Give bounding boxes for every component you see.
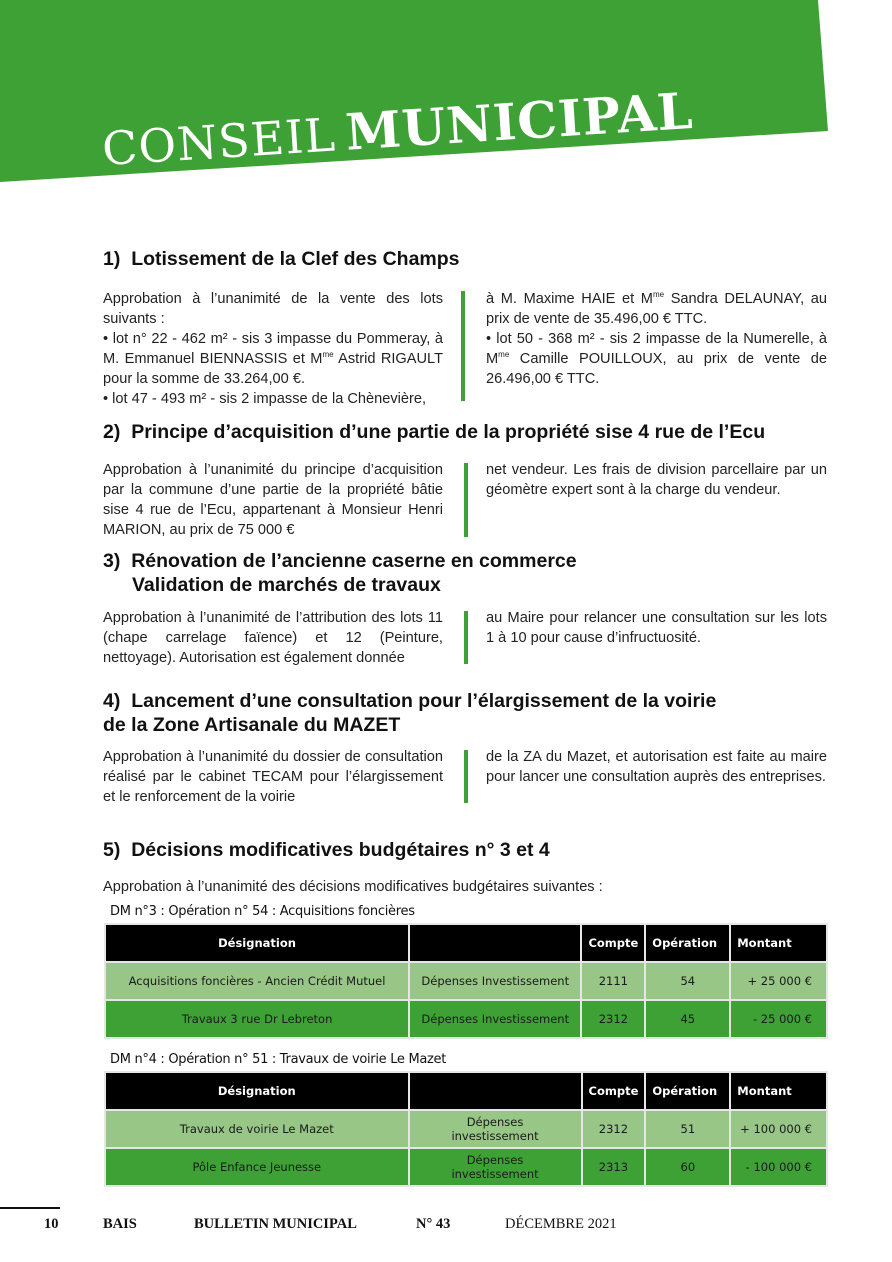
- paragraph: net vendeur. Les frais de division parcellaire par un géomètre expert sont à la charge du vendeur.: [486, 462, 827, 498]
- header-montant: Montant: [730, 924, 827, 962]
- dm3-table: [104, 923, 828, 1039]
- paragraph: Approbation à l’unanimité de l’attribution des lots 11 (chape carrelage faïence) et 12 (Peinture, nettoyage). Autorisation est également donnée: [103, 610, 443, 666]
- section-1-left-column: [103, 289, 443, 409]
- section-5-heading: [103, 838, 550, 862]
- title-bold: MUNICIPAL: [343, 80, 695, 162]
- header-operation: Opération: [645, 924, 730, 962]
- section-subtitle: de la Zone Artisanale du MAZET: [103, 714, 401, 736]
- section-subtitle: Validation de marchés de travaux: [132, 574, 441, 596]
- cell-compte: 2313: [582, 1148, 646, 1186]
- header-designation: Désignation: [105, 924, 409, 962]
- section-number: 3): [103, 550, 121, 572]
- paragraph: Approbation à l’unanimité de la vente des lots suivants : • lot n° 22 - 462 m² - sis 3 impasse du Pommeray, à M. Emmanuel BIENNASSIS et $M^{me}$ Astrid RIGAULT pour la somme de 33.264,00 €. • lot 47 - 493 m² - sis 2 impasse de la Chènevière,: [103, 291, 443, 407]
- cell-designation: Travaux 3 rue Dr Lebreton: [105, 1000, 409, 1038]
- section-3-heading: [103, 549, 577, 597]
- section-title-text: Lancement d’une consultation pour l’élargissement de la voirie: [131, 690, 717, 712]
- cell-compte: 2312: [582, 1110, 646, 1148]
- cell-operation: 51: [645, 1110, 730, 1148]
- cell-type: Dépenses Investissement: [409, 1000, 581, 1038]
- cell-operation: 60: [645, 1148, 730, 1186]
- table-header-row: [105, 924, 827, 962]
- section-title-text: Lotissement de la Clef des Champs: [131, 248, 460, 270]
- cell-montant: + 100 000 €: [730, 1110, 827, 1148]
- dm3-caption: DM n°3 : Opération n° 54 : Acquisitions foncières: [110, 904, 415, 919]
- header-banner: [0, 0, 892, 200]
- column-divider: [464, 750, 468, 803]
- section-1-heading: [103, 247, 460, 271]
- dm4-table: [104, 1071, 828, 1187]
- header-designation: Désignation: [105, 1072, 409, 1110]
- section-number: 4): [103, 690, 121, 712]
- column-divider: [464, 611, 468, 664]
- cell-operation: 45: [645, 1000, 730, 1038]
- table-row: [105, 1110, 827, 1148]
- cell-designation: Pôle Enfance Jeunesse: [105, 1148, 409, 1186]
- cell-type: Dépenses investissement: [409, 1148, 582, 1186]
- section-number: 5): [103, 839, 121, 861]
- section-number: 1): [103, 248, 121, 270]
- table-row: [105, 1148, 827, 1186]
- section-4-left-column: [103, 747, 443, 807]
- section-2-right-column: [486, 460, 827, 500]
- header-compte: Compte: [581, 924, 645, 962]
- column-divider: [461, 291, 465, 401]
- header-blank: [409, 924, 581, 962]
- paragraph: Approbation à l’unanimité du dossier de consultation réalisé par le cabinet TECAM pour l’élargissement et le renforcement de la voirie: [103, 749, 443, 805]
- section-4-right-column: [486, 747, 827, 787]
- footer-rule: [0, 1207, 60, 1209]
- section-3-left-column: [103, 608, 443, 668]
- section-5-intro: Approbation à l’unanimité des décisions modificatives budgétaires suivantes :: [103, 879, 603, 895]
- title-light: CONSEIL: [100, 107, 338, 177]
- footer-town: BAIS: [103, 1216, 137, 1232]
- cell-designation: Acquisitions foncières - Ancien Crédit Mutuel: [105, 962, 409, 1000]
- section-4-heading: [103, 689, 716, 737]
- cell-compte: 2111: [581, 962, 645, 1000]
- cell-type: Dépenses investissement: [409, 1110, 582, 1148]
- column-divider: [464, 463, 468, 537]
- table-row: [105, 962, 827, 1000]
- paragraph: Approbation à l’unanimité du principe d’acquisition par la commune d’une partie de la propriété bâtie sise 4 rue de l’Ecu, appartenant à Monsieur Henri MARION, au prix de 75 000 €: [103, 462, 443, 538]
- cell-montant: - 100 000 €: [730, 1148, 827, 1186]
- cell-operation: 54: [645, 962, 730, 1000]
- section-2-left-column: [103, 460, 443, 540]
- section-title-text: Rénovation de l’ancienne caserne en commerce: [131, 550, 577, 572]
- cell-type: Dépenses Investissement: [409, 962, 581, 1000]
- paragraph: de la ZA du Mazet, et autorisation est faite au maire pour lancer une consultation auprès des entreprises.: [486, 749, 827, 785]
- section-2-heading: [103, 420, 765, 444]
- cell-montant: - 25 000 €: [730, 1000, 827, 1038]
- footer-issue: N° 43: [416, 1216, 451, 1232]
- cell-compte: 2312: [581, 1000, 645, 1038]
- paragraph: à M. Maxime HAIE et $M^{me}$ Sandra DELAUNAY, au prix de vente de 35.496,00 € TTC. • lot 50 - 368 m² - sis 2 impasse de la Numerelle, à $M^{me}$ Camille POUILLOUX, au prix de vente de 26.496,00 € TTC.: [486, 290, 827, 387]
- section-title-text: Décisions modificatives budgétaires n° 3 et 4: [131, 839, 550, 861]
- footer-page-number: 10: [44, 1216, 59, 1232]
- header-compte: Compte: [582, 1072, 646, 1110]
- header-operation: Opération: [645, 1072, 730, 1110]
- section-3-right-column: [486, 608, 827, 648]
- footer-publication: BULLETIN MUNICIPAL: [194, 1216, 357, 1232]
- section-title-text: Principe d’acquisition d’une partie de la propriété sise 4 rue de l’Ecu: [131, 421, 766, 443]
- table-header-row: [105, 1072, 827, 1110]
- table-row: [105, 1000, 827, 1038]
- header-montant: Montant: [730, 1072, 827, 1110]
- header-blank: [409, 1072, 582, 1110]
- paragraph: au Maire pour relancer une consultation sur les lots 1 à 10 pour cause d’infructuosité.: [486, 610, 827, 646]
- section-number: 2): [103, 421, 121, 443]
- footer-date: DÉCEMBRE 2021: [505, 1216, 617, 1232]
- section-1-right-column: [486, 289, 827, 389]
- cell-montant: + 25 000 €: [730, 962, 827, 1000]
- cell-designation: Travaux de voirie Le Mazet: [105, 1110, 409, 1148]
- dm4-caption: DM n°4 : Opération n° 51 : Travaux de voirie Le Mazet: [110, 1052, 447, 1067]
